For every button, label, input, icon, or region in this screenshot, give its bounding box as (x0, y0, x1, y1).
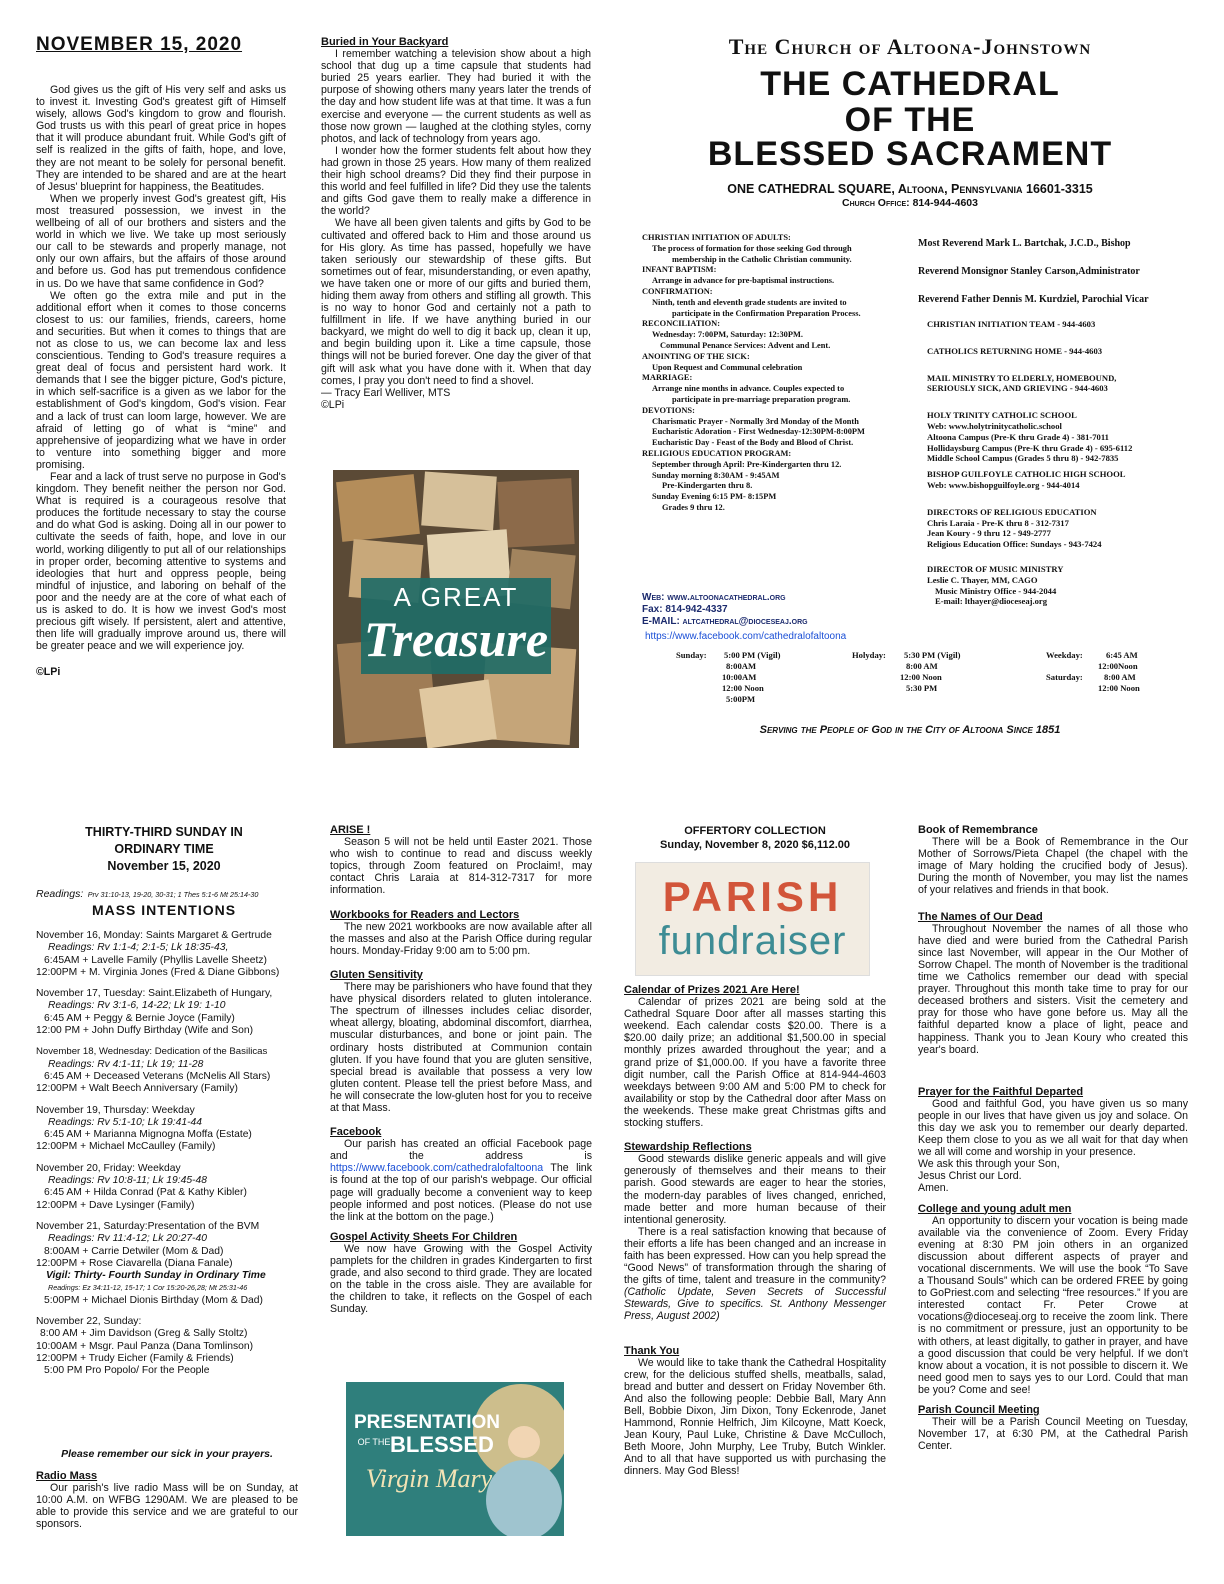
gluten-text: There may be parishioners who have found that they have physical disorders related to gluten intolerance. The spectrum of illnesses includes celiac disorder, wheat allergy, bloating, abdominal discomfort, diarrhea, muscular disturbances, and bone or joint pain. The ordinary hosts distributed at Communion contain gluten. If you have found that you are gluten sensitive, special bread is available that possess a very low gluten content. Please tell the priest before Mass, and he will consecrate the low-gluten host for you to receive at that Mass. (330, 981, 592, 1114)
radio-mass (36, 1470, 298, 1530)
sacrament-text: Eucharistic Adoration - First Wednesday-12:30PM-8:00PM (652, 427, 865, 437)
contact-line: Web: www.bishopguilfoyle.org - 944-4014 (927, 479, 1080, 490)
contact-web[interactable]: Web: www.altoonacathedral.org (642, 592, 786, 603)
buried-article (321, 36, 591, 411)
sacrament-text: Ninth, tenth and eleventh grade students are invited to (652, 297, 847, 307)
workbooks-title: Workbooks for Readers and Lectors (330, 908, 520, 921)
reflection-paragraph: Fear and a lack of trust serve no purpose in God's kingdom. They benefit neither the person nor God. What is required is a courageous resolve that produces the fortitude necessary to stay the course and do what God is asking. Doing all in our power to cultivate the seeds of faith, hope, and love in our world, working diligently to put all of our relationships in proper order, becoming attentive to systems and ideologies that hurt and oppress people, being mindful of injustice, and laboring on behalf of the poor and the needy are at the core of what each of us is asked to do. It is how we invest God's most precious gift wisely. If persistent, alert and attentive, then life will gradually improve around us, there will be greater peace and we will experience joy. (36, 471, 286, 653)
sunday-label: Sunday: (676, 650, 707, 660)
intention-vigil-readings: Readings: Ez 34:11-12, 15-17; 1 Cor 15:20-26,28; Mt 25:31-46 (48, 1283, 248, 1293)
reflection-paragraph: When we properly invest God's greatest gift, His most treasured possession, we invest in the wellbeing of all of our brothers and sisters and the world in which we live. We take up most seriously our call to be stewards and properly manage, not only our own affairs, but the affairs of those around and before us. God has put tremendous confidence in us. Do we have that same confidence in God? (36, 192, 286, 290)
fundraiser-l1: PARISH (662, 873, 843, 920)
facebook-text (330, 1138, 592, 1223)
intention-readings: Readings: Rv 4:1-11; Lk 19; 11-28 (48, 1058, 204, 1070)
sacrament-text: Sunday Evening 6:15 PM- 8:15PM (652, 492, 777, 502)
intention-item: 6:45 AM + Deceased Veterans (McNelis All Stars) (44, 1070, 271, 1082)
cathedral-name-1: THE CATHEDRAL (760, 65, 1060, 103)
cathedral-name-2: OF THE (844, 101, 976, 139)
contacts-list (927, 319, 1207, 607)
facebook-text-2: The link is found at the top of our parish's webpage. Our official page will gradually become a convenient way to keep people informed and post notices. (Please do not use the link at the bottom on the page.) (330, 1162, 592, 1223)
facebook-link[interactable]: https://www.facebook.com/cathedralofaltoona (645, 631, 847, 642)
intention-day (36, 930, 298, 979)
prayer-close: Jesus Christ our Lord. (918, 1170, 1022, 1183)
buried-author: — Tracy Earl Welliver, MTS (321, 386, 451, 399)
intention-date: November 21, Saturday:Presentation of the BVM (36, 1220, 260, 1232)
sacrament-heading: MARRIAGE: (642, 373, 693, 383)
sacrament-text: Sunday morning 8:30AM - 9:45AM (652, 470, 780, 480)
sacrament-text: participate in the Confirmation Preparation Process. (672, 308, 861, 318)
weekday-time: 6:45 AM (1106, 650, 1138, 660)
sacrament-heading: CONFIRMATION: (642, 286, 713, 296)
sunday-time: 8:00AM (726, 661, 757, 671)
saturday-time: 12:00 Noon (1098, 683, 1140, 693)
sacrament-heading: RECONCILIATION: (642, 319, 721, 329)
intention-item: 6:45 AM + Peggy & Bernie Joyce (Family) (44, 1012, 235, 1024)
contact-email[interactable]: E-MAIL: altcathedral@dioceseaj.org (642, 616, 808, 627)
intention-day (36, 1163, 298, 1212)
thankyou-title: Thank You (624, 1344, 680, 1357)
sacrament-text: Pre-Kindergarten thru 8. (662, 481, 753, 491)
intention-item: 12:00PM + Michael McCaulley (Family) (36, 1141, 216, 1153)
intention-item: 6:45 AM + Hilda Conrad (Pat & Kathy Kibler) (44, 1187, 247, 1199)
book-title: Book of Remembrance (918, 824, 1038, 836)
offertory-amount: Sunday, November 8, 2020 $6,112.00 (660, 839, 850, 851)
reflection-column (36, 84, 286, 679)
serving-tagline: Serving the People of God in the City of Altoona Since 1851 (759, 724, 1061, 736)
sacrament-text: September through April: Pre-Kindergarten thru 12. (652, 459, 842, 469)
sacrament-heading: ANOINTING OF THE SICK: (642, 351, 750, 361)
sacrament-text: participate in pre-marriage preparation program. (672, 394, 851, 404)
contact-line: SERIOUSLY SICK, AND GRIEVING - 944-4603 (927, 383, 1108, 394)
contact-line: Music Ministry Office - 944-2044 (935, 585, 1057, 596)
contact-line: Jean Koury - 9 thru 12 - 949-2777 (927, 528, 1051, 539)
sacrament-text: Communal Penance Services: Advent and Lent. (660, 340, 831, 350)
calendar-title: Calendar of Prizes 2021 Are Here! (624, 984, 800, 996)
council-title: Parish Council Meeting (918, 1404, 1040, 1417)
names-text: Throughout November the names of all those who have died and were buried from the Cathedral Parish since last November, will appear in the Our Mother of Sorrow Chapel. The month of November is the traditional time we Catholics remember our dead with special prayer. Throughout this month take time to pray for our deceased brothers and sisters. Visit the cemetery and pray for those who have gone before us. May all the faithful departed know a place of light, peace and happiness. Thank you to Jean Koury who created this year's board. (918, 922, 1188, 1056)
intention-date: November 18, Wednesday: Dedication of the Basilicas (36, 1046, 268, 1058)
church-address: ONE CATHEDRAL SQUARE, Altoona, Pennsylvania 16601-3315 (727, 182, 1093, 196)
intention-item: 12:00PM + Walt Beech Anniversary (Family) (36, 1083, 238, 1095)
treasure-line2: Treasure (363, 611, 549, 667)
sacrament-text: Arrange in advance for pre-baptismal instructions. (652, 276, 835, 286)
sunday-time: 5:00PM (726, 694, 756, 704)
intention-item: 12:00PM + Rose Ciavarella (Diana Fanale) (36, 1257, 233, 1269)
intention-day (36, 1221, 298, 1307)
intention-date: November 20, Friday: Weekday (36, 1162, 181, 1174)
facebook-title: Facebook (330, 1126, 382, 1139)
great-treasure-image (333, 470, 579, 748)
contact-line: DIRECTOR OF MUSIC MINISTRY (927, 563, 1064, 574)
sunday-readings (36, 884, 298, 902)
arise-title: ARISE ! (330, 824, 371, 836)
intention-date: November 17, Tuesday: Saint.Elizabeth of Hungary, (36, 988, 273, 1000)
contact-line: CHRISTIAN INITIATION TEAM - 944-4603 (927, 319, 1096, 329)
reflection-paragraph: We often go the extra mile and put in the additional effort when it comes to those concerns closest to us: our families, friends, careers, home and securities. But when it comes to things that are not as close to us, we can become lax and less conscientious. Tending to God's treasure requires a great deal of focus and persistent hard work. It demands that I see the bigger picture, God's picture, in which self-sacrifice is a given as we labor for the establishment of God's kingdom, God's vision. Fear and a lack of trust can loom large, however. We are afraid of letting go of what is “mine” and apprehensive of jeopardizing what we have in order to venture into something bigger and more promising. (36, 289, 286, 471)
intention-item: 5:00PM + Michael Dionis Birthday (Mom & Dad) (44, 1294, 263, 1306)
intention-date: November 19, Thursday: Weekday (36, 1104, 195, 1116)
sacrament-heading: CHRISTIAN INITIATION OF ADULTS: (642, 233, 791, 242)
prayer-close: Amen. (918, 1182, 949, 1195)
buried-paragraph: I remember watching a television show about a high school that dug up a time capsule that students had buried 25 years earlier. They had buried it with the purpose of showing others many years later the trends of the day and how student life was at that time. It was a fun exercise and everyone — the current students as well as those now grown — laughed at the clothing styles, corny photos, and lack of technology from years ago. (321, 48, 591, 145)
contact-line: BISHOP GUILFOYLE CATHOLIC HIGH SCHOOL (927, 469, 1126, 480)
prayer-close: We ask this through your Son, (918, 1158, 1060, 1171)
cathedral-name-3: BLESSED SACRAMENT (707, 135, 1113, 173)
church-office: Church Office: 814-944-4603 (842, 197, 978, 209)
sunday-title-line1: THIRTY-THIRD SUNDAY IN (85, 825, 243, 839)
intention-readings: Readings: Rv 10:8-11; Lk 19:45-48 (48, 1175, 207, 1187)
stewardship-text-1: Good stewards dislike generic appeals and will give generously of themselves and their means to their parish. Good stewards are eager to hear the stories, the modern-day parables of lives changed, enriched, made better and more human because of their intentional generosity. (624, 1153, 886, 1226)
intention-item: 6:45 AM + Marianna Mignogna Moffa (Estate) (44, 1129, 252, 1141)
contact-line: Altoona Campus (Pre-K thru Grade 4) - 381-7011 (927, 431, 1109, 442)
intention-readings: Readings: Rv 1:1-4; 2:1-5; Lk 18:35-43, (48, 942, 229, 954)
gospel-title: Gospel Activity Sheets For Children (330, 1230, 518, 1243)
gospel-text: We now have Growing with the Gospel Activity pamplets for the children in grades Kindergarten to first grade, and also second to third grade. They are located on the table in the cross aisle. They are available for the children to take, it reflects on the Gospel of each Sunday. (330, 1242, 592, 1316)
holyday-time: 5:30 PM (Vigil) (904, 650, 961, 660)
column-4-articles (918, 824, 1188, 1452)
clergy-vicar: Reverend Father Dennis M. Kurdziel, Parochial Vicar (918, 294, 1149, 305)
book-text: There will be a Book of Remembrance in the Our Mother of Sorrows/Pieta Chapel (the chapel with the image of Mary holding the crucified body of Jesus). During the month of November, you may list the names of your relatives and friends in that book. (918, 836, 1188, 897)
intention-item: 8:00 AM + Jim Davidson (Greg & Sally Stoltz) (40, 1328, 248, 1340)
intention-day (36, 1105, 298, 1154)
sacrament-text: The process of formation for those seeking God through (652, 243, 852, 253)
sacrament-text: Upon Request and Communal celebration (652, 362, 803, 372)
college-text: An opportunity to discern your vocation is being made available via the convenience of Zoom. Every Friday evening at 8:30 PM join others in an organized discussion about different aspects of prayer and vocational discernments. We will use the book “To Save a Thousand Souls” which can be ordered FREE by going to GoPriest.com and selecting “free resources.” If you are interested contact Fr. Peter Crowe at vocations@dioceseaj.org to receive the zoom link. There is no commitment or pressure, just an opportunity to be with others, at least digitally, to gather in prayer, and have a good discussion that could be very helpful. If we don't know about a vocation, it is not possible to discern it. We need good men to says yes to our Lord. Could that man be you? Come and see! (918, 1214, 1188, 1396)
sacrament-text: Charismatic Prayer - Normally 3rd Monday of the Month (652, 416, 859, 426)
presentation-l3: BLESSED (390, 1432, 494, 1457)
column-3-articles (624, 984, 886, 1478)
reflection-paragraph: God gives us the gift of His very self and asks us to invest it. Investing God's greatest gift of Himself wisely, allows God's kingdom to grow and flourish. God trusts us with this pearl of great price in hopes that it will produce abundant fruit. While God's gift of self is realized in the gifts of faith, hope, and love, they are not meant to be solely for personal benefit. They are intended to be shared and are at the heart of Jesus' blueprint for happiness, the Beatitudes. (36, 84, 286, 193)
clergy-bishop: Most Reverend Mark L. Bartchak, J.C.D., Bishop (918, 238, 1131, 249)
sacrament-text: Eucharistic Day - Feast of the Body and Blood of Christ. (652, 438, 854, 448)
intention-date: November 16, Monday: Saints Margaret & Gertrude (36, 930, 272, 941)
names-title: The Names of Our Dead (918, 910, 1043, 923)
stewardship-text-2-body: There is a real satisfaction knowing that because of their efforts a life has been changed and an increase in faith has been expressed. How can you help spread the “Good News” of transformation through the sharing of the gifts of time, talent and treasure in the community? (624, 1225, 886, 1287)
sunday-date: November 15, 2020 (107, 859, 221, 873)
arise-text: Season 5 will not be held until Easter 2021. Those who wish to continue to read and discuss weekly topics, through Zoom featured on Proclaim!, may contact Chris Laraia at 814-312-7317 for more information. (330, 836, 592, 897)
offertory-block (624, 824, 886, 852)
intention-readings: Readings: Rv 5:1-10; Lk 19:41-44 (48, 1116, 202, 1128)
stewardship-text-2 (624, 1226, 886, 1323)
stewardship-title: Stewardship Reflections (624, 1141, 752, 1154)
intention-item: 12:00 PM + John Duffy Birthday (Wife and Son) (36, 1025, 254, 1037)
contact-line: MAIL MINISTRY TO ELDERLY, HOMEBOUND, (927, 372, 1117, 383)
readings-citation: Prv 31:10-13, 19-20, 30-31; 1 Thes 5:1-6 Mt 25:14-30 (87, 890, 259, 899)
weekday-time: 12:00Noon (1098, 661, 1138, 671)
intention-day (36, 1046, 298, 1095)
holyday-label: Holyday: (852, 650, 886, 660)
readings-label: Readings: (36, 888, 84, 900)
contact-fax: Fax: 814-942-4337 (642, 604, 728, 615)
intention-item: 6:45AM + Lavelle Family (Phyllis Lavelle Sheetz) (44, 954, 267, 966)
mass-times (676, 650, 1176, 710)
column-2-articles (330, 824, 592, 1315)
presentation-l4: Virgin Mary (365, 1464, 493, 1493)
prayer-title: Prayer for the Faithful Departed (918, 1085, 1084, 1098)
intention-readings: Readings: Rv 11:4-12; Lk 20:27-40 (48, 1233, 207, 1245)
mass-intentions-title: MASS INTENTIONS (91, 902, 237, 918)
buried-credit: ©LPi (321, 398, 345, 411)
facebook-text-1: Our parish has created an official Facebook page and the address is (330, 1138, 592, 1163)
contact-line: Chris Laraia - Pre-K thru 8 - 312-7317 (927, 517, 1069, 528)
parish-fundraiser-image (635, 862, 870, 976)
sunday-title (36, 824, 292, 875)
sacrament-heading: INFANT BAPTISM: (642, 265, 717, 275)
contact-line: Web: www.holytrinitycatholic.school (927, 420, 1062, 431)
prayer-text: Good and faithful God, you have given us so many people in our lives that have given us joy and solace. On this day we ask you to remember our dearly departed. Keep them close to you as we all wait for that day when we all will come and worship in your presence. (918, 1097, 1188, 1159)
sacrament-heading: DEVOTIONS: (642, 405, 695, 415)
contact-line: HOLY TRINITY CATHOLIC SCHOOL (927, 410, 1077, 421)
sacrament-text: Arrange nine months in advance. Couples expected to (652, 384, 845, 394)
intention-readings: Readings: Rv 3:1-6, 14-22; Lk 19: 1-10 (48, 1000, 226, 1012)
intention-day (36, 988, 298, 1037)
intention-item: 10:00AM + Msgr. Paul Panza (Dana Tomlinson) (36, 1340, 254, 1352)
presentation-l1: PRESENTATION (354, 1412, 501, 1433)
buried-paragraph: We have all been given talents and gifts by God to be cultivated and offered back to Him and those around us for His glory. As time has passed, hopefully we have taken seriously our stewardship of these gifts. But sometimes out of fear, misunderstanding, or even apathy, we have taken one or more of our gifts and buried them, hiding them away from others and stifling all growth. This is no way to honor God and certainly not a path to fulfillment in life. If we have anything buried in our backyard, we might do well to dig it back up, clean it up, and begin building upon it. Like a time capsule, those things will not be buried forever. One day the giver of that gift will ask what you have done with it. When that day comes, I pray you don't need to find a shovel. (321, 217, 591, 387)
intention-item: 12:00PM + Dave Lysinger (Family) (36, 1199, 195, 1211)
clergy-administrator: Reverend Monsignor Stanley Carson,Administrator (918, 266, 1140, 277)
sunday-title-line2: ORDINARY TIME (114, 842, 214, 856)
intention-item: 8:00AM + Carrie Detwiler (Mom & Dad) (44, 1245, 224, 1257)
contact-line: Hollidaysburg Campus (Pre-K thru Grade 4) - 695-6112 (927, 442, 1133, 453)
presentation-l2: OF THE (357, 1437, 391, 1447)
sacrament-text: Grades 9 thru 12. (662, 502, 725, 512)
saturday-label: Saturday: (1046, 672, 1083, 682)
intention-date: November 22, Sunday: (36, 1316, 142, 1328)
stewardship-citation: (Catholic Update, Seven Secrets of Successful Stewards, Give to specifics. St. Anthony Messenger Press, August 2002) (624, 1286, 886, 1323)
council-text: Their will be a Parish Council Meeting on Tuesday, November 17, at 6:30 PM, at the Cathedral Parish Center. (918, 1416, 1188, 1453)
reflection-credit: ©LPi (36, 666, 61, 679)
thankyou-text: We would like to take thank the Cathedral Hospitality crew, for the delicious stuffed shells, meatballs, salad, bread and butter and dessert on Friday November 6th. And also the following people: Debbie Ball, Mary Ann Bell, Bobbie Dixon, Jim Dixon, Tony Eckenrode, Janet Hammond, Ronnie Helfrich, Jim Kilcoyne, Matt Koeck, Jean Koury, Paul Luke, Christine & Dave McCulloch, Beth Moore, John Murphy, Lee Truby, Butch Winkler. And to all that have supported us with purchasing the dinners. May God Bless! (624, 1356, 886, 1478)
clergy-list (918, 238, 1208, 305)
sacrament-heading: RELIGIOUS EDUCATION PROGRAM: (642, 448, 792, 458)
holyday-time: 8:00 AM (906, 661, 938, 671)
buried-title: Buried in Your Backyard (321, 36, 449, 48)
sunday-time: 12:00 Noon (722, 683, 764, 693)
intention-item: 12:00PM + M. Virginia Jones (Fred & Diane Gibbons) (36, 966, 280, 978)
sacraments-list (642, 233, 917, 514)
facebook-page-link[interactable]: https://www.facebook.com/cathedralofaltoona (330, 1162, 544, 1175)
fundraiser-l2: fundraiser (658, 919, 847, 963)
intention-item: 12:00PM + Trudy Eicher (Family & Friends) (36, 1352, 234, 1364)
radio-title: Radio Mass (36, 1470, 98, 1482)
sick-note: Please remember our sick in your prayers. (61, 1448, 273, 1460)
contact-line: DIRECTORS OF RELIGIOUS EDUCATION (927, 506, 1097, 517)
church-line1: The Church of Altoona-Johnstown (728, 34, 1092, 59)
contact-line: E-mail: lthayer@dioceseaj.org (935, 596, 1048, 607)
intention-vigil: Vigil: Thirty- Fourth Sunday in Ordinary Time (46, 1270, 266, 1282)
intention-day (36, 1316, 298, 1377)
weekday-label: Weekday: (1046, 650, 1083, 660)
sacrament-text: membership in the Catholic Christian community. (672, 254, 852, 264)
buried-paragraph: I wonder how the former students felt about how they had grown in those 25 years. How many of them realized their high school dreams? Did they find their purpose in this world and feel fulfilled in life? Did they use the talents and gifts God gave them to really make a difference in the world? (321, 144, 591, 218)
date-heading: NOVEMBER 15, 2020 (36, 34, 243, 55)
presentation-image (346, 1382, 564, 1536)
gluten-title: Gluten Sensitivity (330, 968, 423, 981)
holyday-time: 5:30 PM (906, 683, 938, 693)
intention-item: 5:00 PM Pro Popolo/ For the People (44, 1365, 210, 1377)
sunday-time: 10:00AM (722, 672, 757, 682)
sunday-time: 5:00 PM (Vigil) (724, 650, 781, 660)
presentation-graphic (346, 1382, 564, 1536)
offertory-title: OFFERTORY COLLECTION (684, 825, 826, 837)
contact-line: CATHOLICS RETURNING HOME - 944-4603 (927, 345, 1103, 356)
treasure-line1: A GREAT (393, 582, 519, 612)
intentions-list (36, 930, 298, 1378)
contact-line: Leslie C. Thayer, MM, CAGO (927, 574, 1038, 585)
sacrament-text: Wednesday: 7:00PM, Saturday: 12:30PM. (652, 330, 803, 340)
contact-line: Middle School Campus (Grades 5 thru 8) - 942-7835 (927, 453, 1119, 464)
holyday-time: 12:00 Noon (900, 672, 942, 682)
contact-line: Religious Education Office: Sundays - 943-7424 (927, 539, 1102, 550)
workbooks-text: The new 2021 workbooks are now available after all the masses and also at the Parish Office during regular hours. Monday-Friday 9:00 am to 5:00 pm. (330, 920, 592, 957)
radio-text: Our parish's live radio Mass will be on Sunday, at 10:00 A.M. on WFBG 1290AM. We are pleased to be able to provide this service and we are grateful to our sponsors. (36, 1482, 298, 1531)
college-title: College and young adult men (918, 1202, 1072, 1215)
saturday-time: 8:00 AM (1104, 672, 1136, 682)
calendar-text: Calendar of prizes 2021 are being sold at the Cathedral Square Door after all masses starting this weekend. Each calendar costs $20.00. There is a $20.00 daily prize; an additional $1,500.00 in special monthly prizes awarded throughout the year; and a grand prize of $1,000.00. If you have a favorite three digit number, call the Parish Office at 814-944-4603 weekdays between 9:00 AM and 5:00 PM to check for availability or stop by the Cathedral door after Mass on the weekends. These make great Christmas gifts and stocking stuffers. (624, 996, 886, 1130)
